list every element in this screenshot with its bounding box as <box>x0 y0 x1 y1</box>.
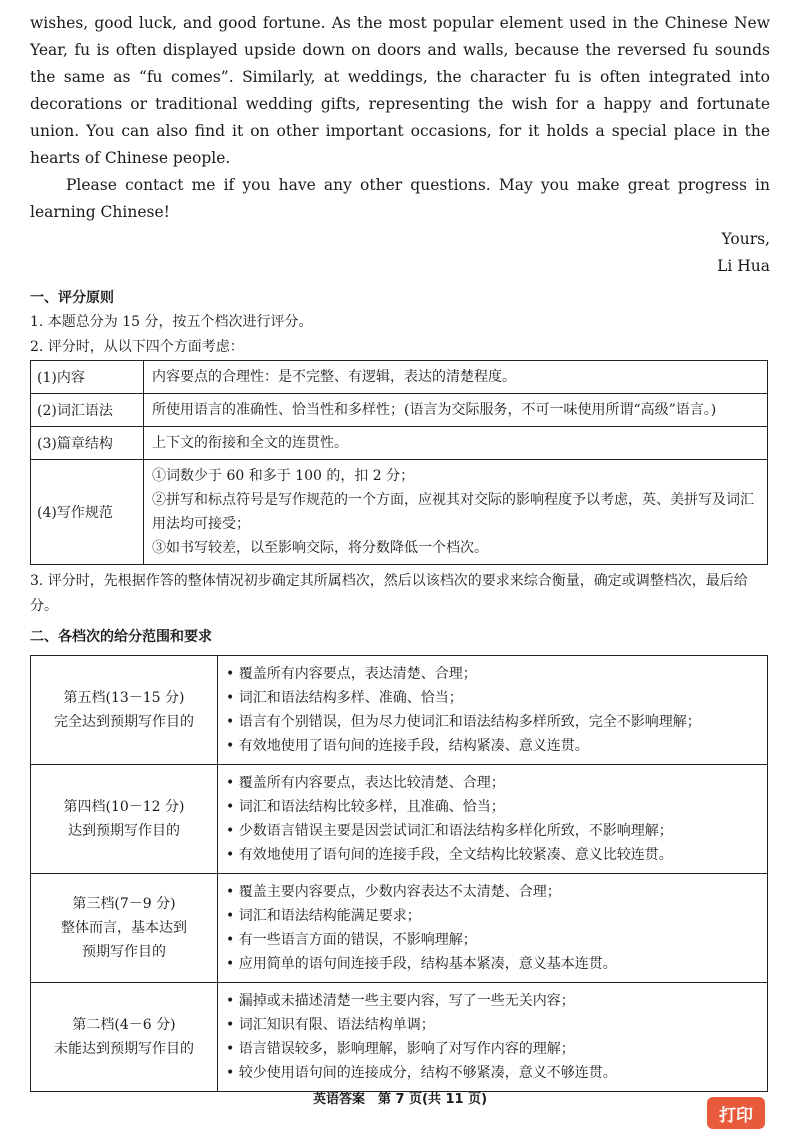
section1-title: 一、评分原则 <box>30 290 114 306</box>
print-button[interactable]: 打印 <box>707 1097 765 1129</box>
level-label <box>31 656 218 765</box>
list-item: • 覆盖主要内容要点，少数内容表达不太清楚、合理； <box>226 884 561 900</box>
level-points <box>218 656 768 765</box>
list-item: • 漏掉或未描述清楚一些主要内容，写了一些无关内容； <box>226 993 575 1009</box>
criteria-label: (2)词汇语法 <box>31 394 144 427</box>
section1-item1: 1. 本题总分为 15 分，按五个档次进行评分。 <box>30 314 313 330</box>
section1-item3: 3. 评分时，先根据作答的整体情况初步确定其所属档次，然后以该档次的要求来综合衡量，确定或调整档次，最后给分。 <box>30 573 748 614</box>
list-item: • 较少使用语句间的连接成分，结构不够紧凑，意义不够连贯。 <box>226 1065 617 1081</box>
list-item: • 应用简单的语句间连接手段，结构基本紧凑，意义基本连贯。 <box>226 956 617 972</box>
criteria-line: ②拼写和标点符号是写作规范的一个方面，应视其对交际的影响程度予以考虑，英、美拼写及词汇用法均可接受； <box>152 492 754 532</box>
level-range: 第三档(7－9 分) <box>72 896 176 912</box>
page-content <box>30 10 770 1092</box>
table-row <box>31 983 768 1092</box>
letter-paragraph-1: wishes, good luck, and good fortune. As the most popular element used in the Chinese New Year, fu is often displayed upside down on doors and walls, because the reversed fu sounds the same as “fu comes”. Similarly, at weddings, the character fu is often integrated into decorations or traditional wedding gifts, representing the wish for a happy and fortunate union. You can also find it on other important occasions, for it holds a special place in the hearts of Chinese people. <box>30 14 770 167</box>
level-description: 未能达到预期写作目的 <box>54 1041 194 1057</box>
letter-paragraph-2: Please contact me if you have any other questions. May you make great progress in learning Chinese! <box>30 176 770 221</box>
table-row <box>31 765 768 874</box>
criteria-line: ③如书写较差，以至影响交际，将分数降低一个档次。 <box>152 540 488 556</box>
page-footer: 英语答案 第 7 页(共 11 页) <box>312 1092 488 1107</box>
criteria-text <box>144 460 768 565</box>
level-range: 第四档(10－12 分) <box>63 799 185 815</box>
table-row <box>31 460 768 565</box>
criteria-text: 上下文的衔接和全文的连贯性。 <box>144 427 768 460</box>
list-item: • 有一些语言方面的错误，不影响理解； <box>226 932 477 948</box>
table-row <box>31 361 768 394</box>
level-description: 完全达到预期写作目的 <box>54 714 194 730</box>
criteria-label: (4)写作规范 <box>31 460 144 565</box>
level-points <box>218 983 768 1092</box>
table-row <box>31 656 768 765</box>
list-item: • 覆盖所有内容要点，表达比较清楚、合理； <box>226 775 505 791</box>
level-points <box>218 765 768 874</box>
level-description: 整体而言，基本达到 <box>61 920 187 936</box>
level-range: 第五档(13－15 分) <box>63 690 185 706</box>
criteria-label: (1)内容 <box>31 361 144 394</box>
list-item: • 词汇和语法结构能满足要求； <box>226 908 421 924</box>
letter-closing: Yours, <box>721 230 770 248</box>
table-row <box>31 427 768 460</box>
criteria-line: ①词数少于 60 和多于 100 的，扣 2 分； <box>152 468 415 484</box>
list-item: • 词汇知识有限、语法结构单调； <box>226 1017 435 1033</box>
list-item: • 语言错误较多，影响理解，影响了对写作内容的理解； <box>226 1041 575 1057</box>
level-label <box>31 983 218 1092</box>
criteria-text: 所使用语言的准确性、恰当性和多样性；(语言为交际服务，不可一味使用所谓“高级”语言。) <box>144 394 768 427</box>
list-item: • 语言有个别错误，但为尽力使词汇和语法结构多样所致，完全不影响理解； <box>226 714 701 730</box>
list-item: • 覆盖所有内容要点，表达清楚、合理； <box>226 666 477 682</box>
level-label <box>31 765 218 874</box>
table-row <box>31 874 768 983</box>
letter-signature: Li Hua <box>717 257 770 275</box>
list-item: • 有效地使用了语句间的连接手段，结构紧凑、意义连贯。 <box>226 738 589 754</box>
list-item: • 词汇和语法结构比较多样，且准确、恰当； <box>226 799 505 815</box>
level-description: 达到预期写作目的 <box>68 823 180 839</box>
level-description: 预期写作目的 <box>82 944 166 960</box>
criteria-text: 内容要点的合理性：是不完整、有逻辑，表达的清楚程度。 <box>144 361 768 394</box>
criteria-table <box>30 360 768 565</box>
section1-item2: 2. 评分时，从以下四个方面考虑： <box>30 339 244 355</box>
level-range: 第二档(4－6 分) <box>72 1017 176 1033</box>
levels-table <box>30 655 768 1092</box>
list-item: • 有效地使用了语句间的连接手段，全文结构比较紧凑、意义比较连贯。 <box>226 847 673 863</box>
list-item: • 词汇和语法结构多样、准确、恰当； <box>226 690 463 706</box>
table-row <box>31 394 768 427</box>
level-points <box>218 874 768 983</box>
criteria-label: (3)篇章结构 <box>31 427 144 460</box>
list-item: • 少数语言错误主要是因尝试词汇和语法结构多样化所致，不影响理解； <box>226 823 673 839</box>
section2-title: 二、各档次的给分范围和要求 <box>30 629 212 645</box>
level-label <box>31 874 218 983</box>
